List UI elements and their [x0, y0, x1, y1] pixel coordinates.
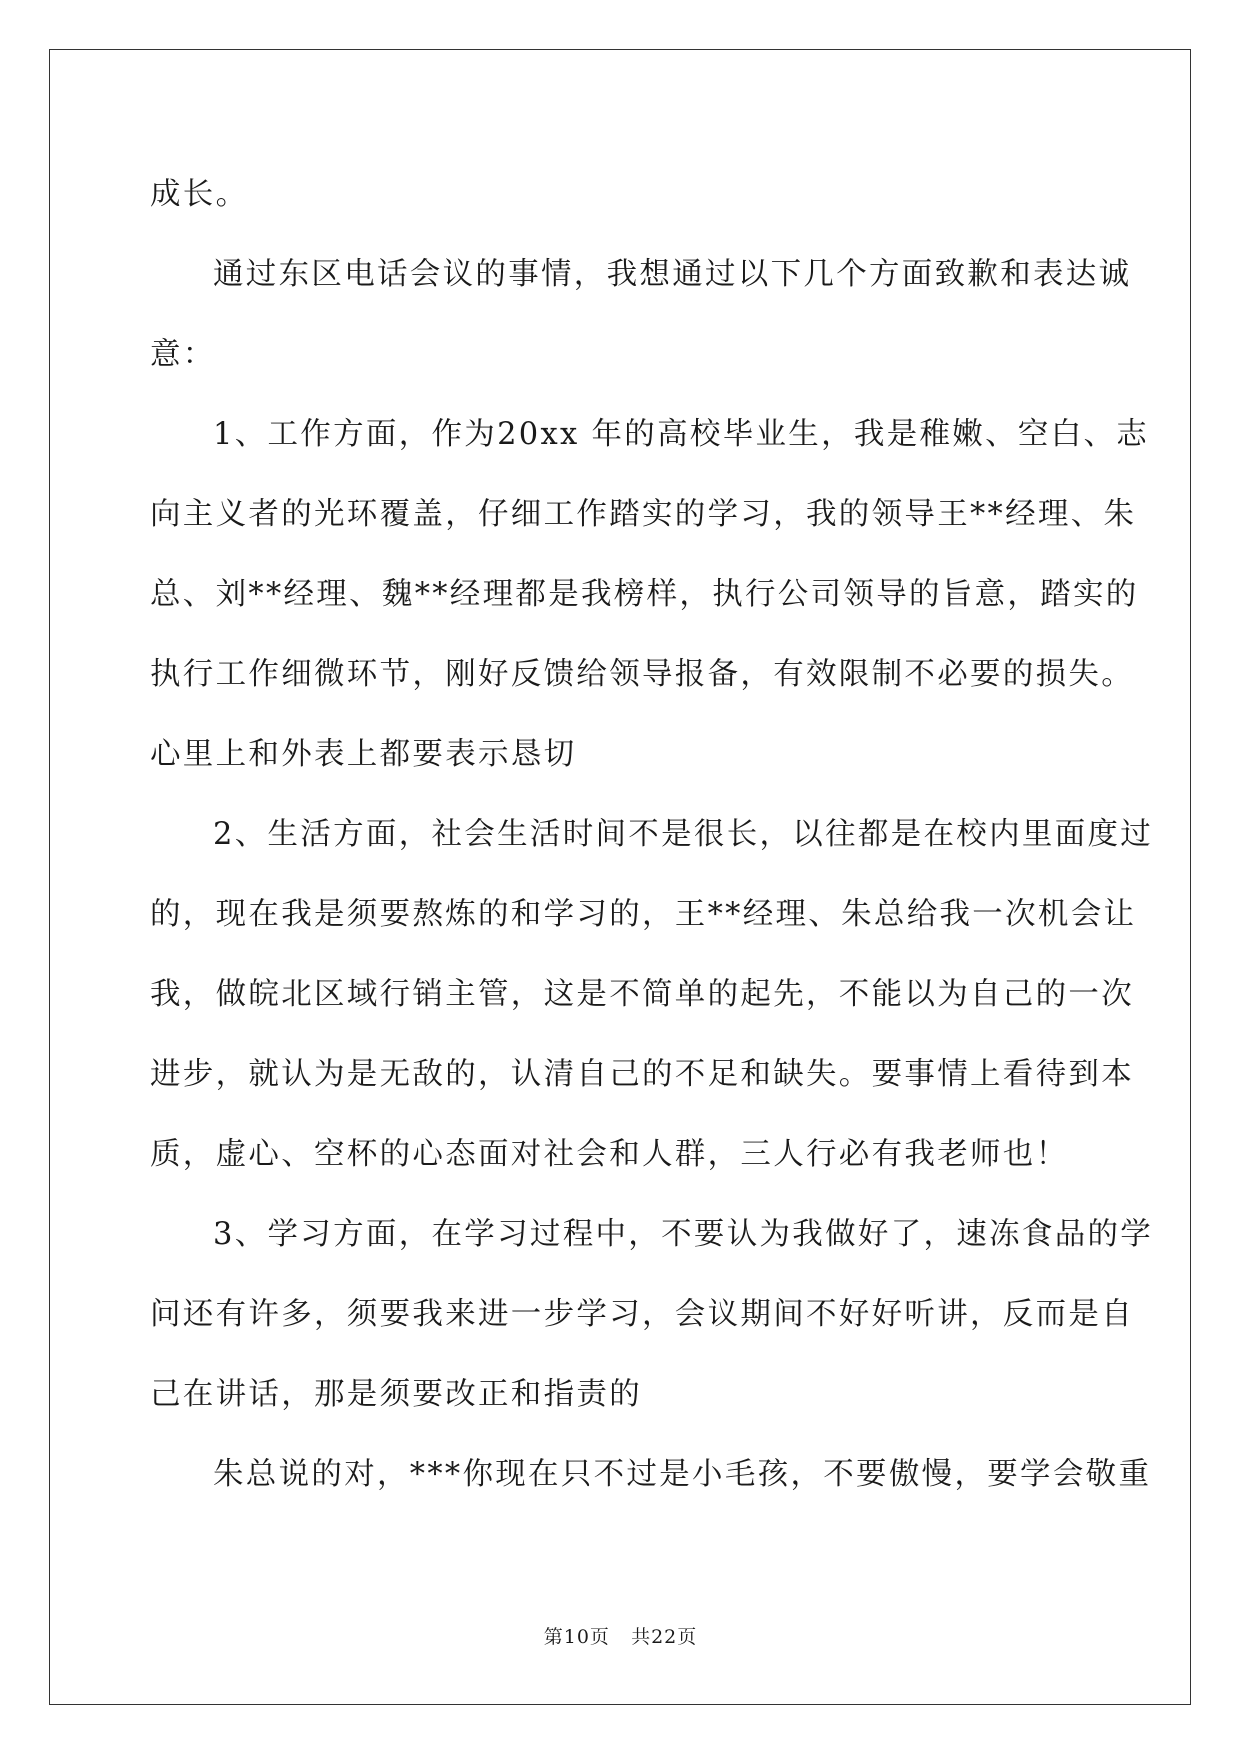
text-line: 的，现在我是须要熬炼的和学习的，王**经理、朱总给我一次机会让 [150, 897, 1137, 932]
text-line: 总、刘**经理、魏**经理都是我榜样，执行公司领导的旨意，踏实的 [150, 577, 1139, 612]
text-line: 朱总说的对，***你现在只不过是小毛孩，不要傲慢，要学会敬重 [213, 1457, 1152, 1492]
text-block [150, 155, 1154, 1515]
text-line: 1、工作方面，作为20xx 年的高校毕业生，我是稚嫩、空白、志 [213, 417, 1150, 452]
text-line: 我，做皖北区域行销主管，这是不简单的起先，不能以为自己的一次 [150, 977, 1134, 1012]
text-line: 质，虚心、空杯的心态面对社会和人群，三人行必有我老师也！ [150, 1137, 1069, 1172]
text-line: 心里上和外表上都要表示恳切 [150, 737, 577, 772]
text-line: 己在讲话，那是须要改正和指责的 [150, 1377, 642, 1412]
page-footer [0, 1622, 1241, 1649]
text-line: 成长。 [150, 177, 249, 212]
text-line: 向主义者的光环覆盖，仔细工作踏实的学习，我的领导王**经理、朱 [150, 497, 1137, 532]
text-line: 问还有许多，须要我来进一步学习，会议期间不好好听讲，反而是自 [150, 1297, 1134, 1332]
text-line: 2、生活方面，社会生活时间不是很长，以往都是在校内里面度过 [213, 817, 1154, 852]
text-line: 执行工作细微环节，刚好反馈给领导报备，有效限制不必要的损失。 [150, 657, 1134, 692]
document-body [150, 155, 1154, 1515]
footer-spacer [610, 1626, 631, 1648]
text-line: 通过东区电话会议的事情，我想通过以下几个方面致歉和表达诚 [213, 257, 1132, 292]
text-line: 进步，就认为是无敌的，认清自己的不足和缺失。要事情上看待到本 [150, 1057, 1134, 1092]
text-line: 意： [150, 337, 216, 372]
page-total: 共22页 [631, 1626, 698, 1648]
page-number: 第10页 [543, 1626, 610, 1648]
text-line: 3、学习方面，在学习过程中，不要认为我做好了，速冻食品的学 [213, 1217, 1154, 1252]
